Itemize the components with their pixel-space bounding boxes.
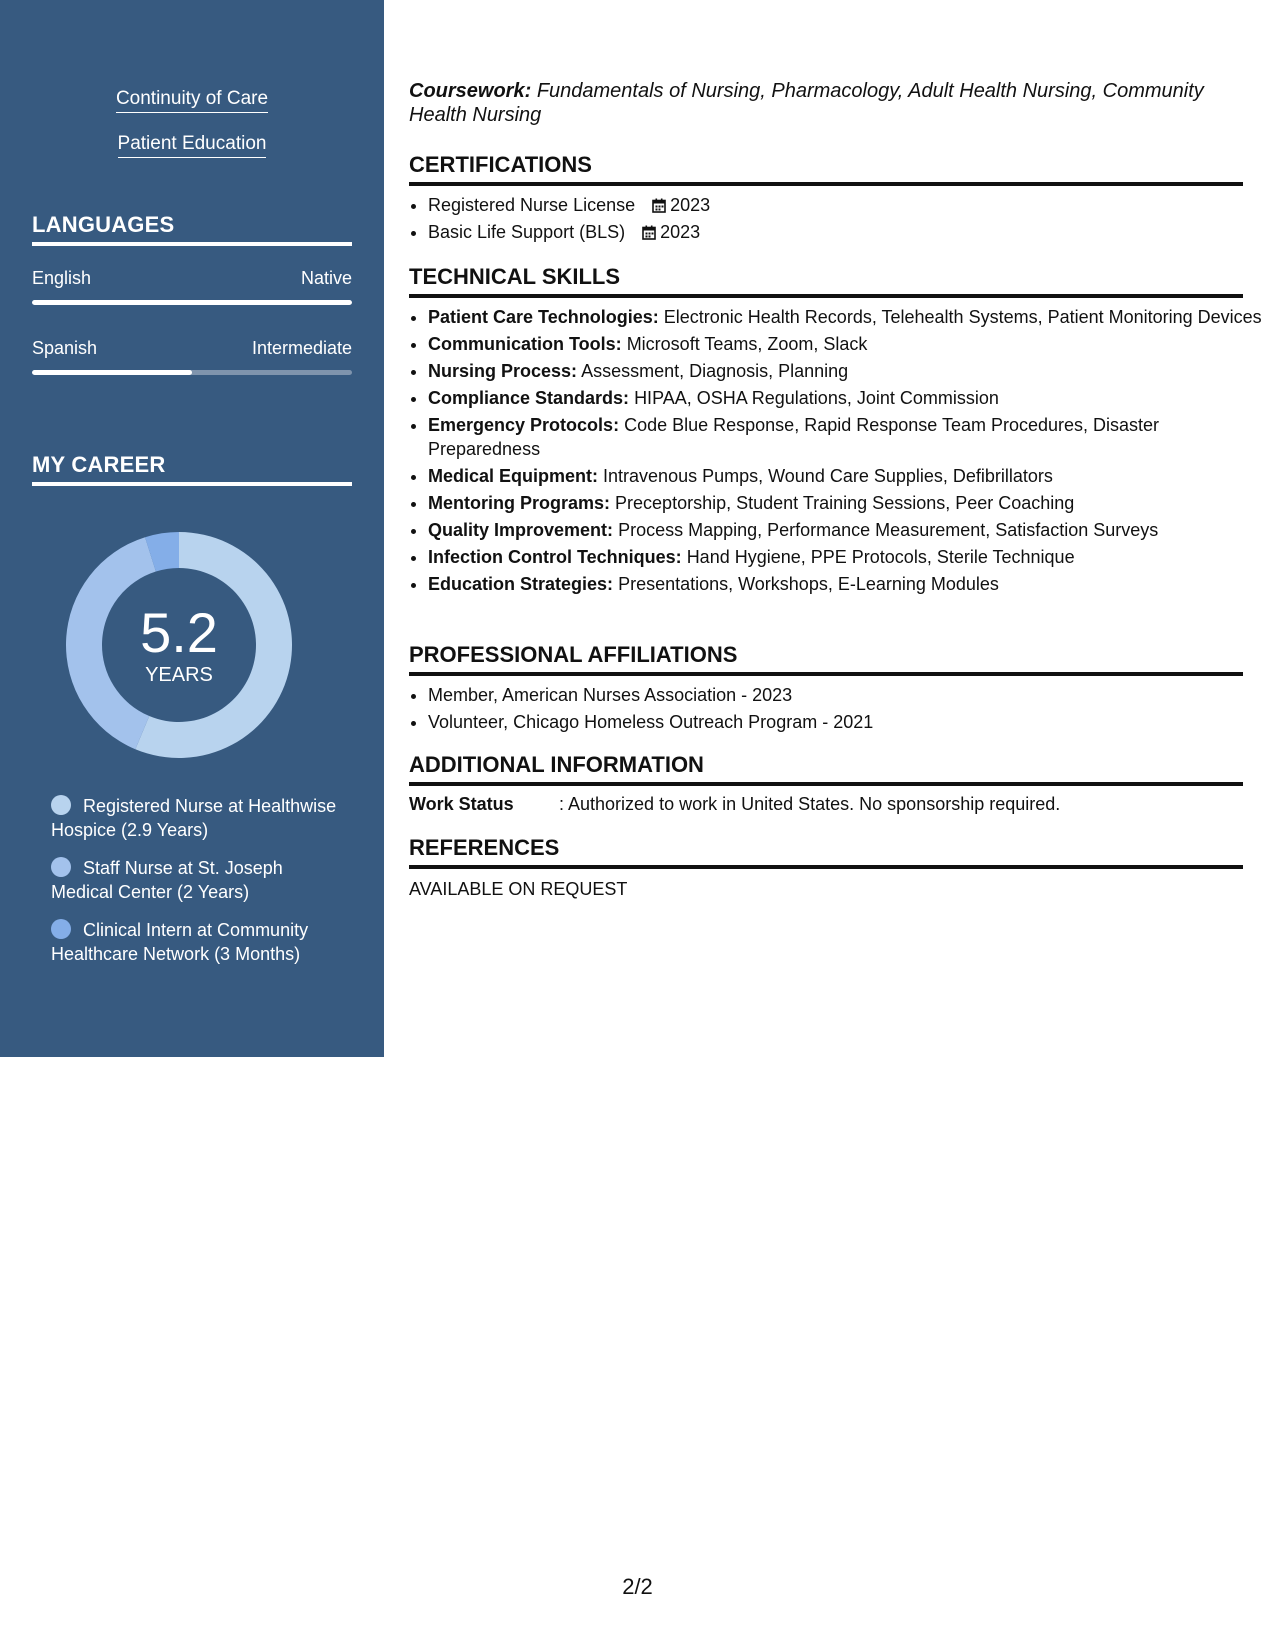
list-item — [428, 518, 1262, 542]
career-total-value: 5.2 — [140, 600, 218, 664]
language-level: Intermediate — [251, 338, 352, 358]
list-item — [428, 193, 1262, 217]
career-legend-label: Clinical Intern at Community Healthcare Network (3 Months) — [51, 920, 309, 964]
page-number: 2/2 — [622, 1574, 653, 1599]
career-heading: MY CAREER — [32, 452, 352, 486]
skill-items: Assessment, Diagnosis, Planning — [581, 361, 849, 381]
calendar-icon — [642, 225, 656, 240]
skill-category: Nursing Process: — [428, 361, 578, 381]
skill-items: Electronic Health Records, Telehealth Systems, Patient Monitoring Devices — [663, 307, 1262, 327]
skill-items: Hand Hygiene, PPE Protocols, Sterile Technique — [686, 547, 1075, 567]
language-row — [32, 268, 352, 289]
references-heading: REFERENCES — [409, 835, 1243, 869]
skill-items: Preceptorship, Student Training Sessions, Peer Coaching — [615, 493, 1075, 513]
skill-tag — [0, 88, 384, 113]
skill-items: Process Mapping, Performance Measurement, Satisfaction Surveys — [618, 520, 1159, 540]
skill-category: Infection Control Techniques: — [428, 547, 682, 567]
skill-category: Mentoring Programs: — [428, 493, 611, 513]
certification-name: Registered Nurse License — [428, 195, 636, 215]
additional-info-heading: ADDITIONAL INFORMATION — [409, 752, 1243, 786]
language-proficiency-bar — [32, 370, 352, 375]
work-status — [409, 792, 1243, 816]
career-total — [66, 532, 292, 758]
list-item — [428, 413, 1262, 461]
certifications-list — [409, 193, 1262, 247]
skill-tag-label: Patient Education — [118, 133, 267, 158]
skill-items: Microsoft Teams, Zoom, Slack — [626, 334, 868, 354]
certification-year: 2023 — [660, 222, 701, 242]
list-item — [428, 572, 1262, 596]
affiliations-heading: PROFESSIONAL AFFILIATIONS — [409, 642, 1243, 676]
skill-items: Intravenous Pumps, Wound Care Supplies, Defibrillators — [603, 466, 1053, 486]
skill-category: Patient Care Technologies: — [428, 307, 659, 327]
language-proficiency-fill — [32, 370, 192, 375]
list-item — [428, 359, 1262, 383]
career-legend-label: Registered Nurse at Healthwise Hospice (2.9 Years) — [51, 796, 337, 840]
skill-items: Presentations, Workshops, E-Learning Modules — [618, 574, 999, 594]
list-item — [428, 491, 1262, 515]
career-legend-item — [51, 918, 341, 966]
skill-category: Emergency Protocols: — [428, 415, 620, 435]
list-item — [428, 386, 1262, 410]
coursework — [409, 79, 1243, 127]
coursework-label: Coursework: — [409, 80, 532, 102]
career-legend-dot — [51, 857, 71, 877]
skill-category: Communication Tools: — [428, 334, 622, 354]
certifications-heading: CERTIFICATIONS — [409, 152, 1243, 186]
career-legend-item — [51, 794, 341, 842]
references-text: AVAILABLE ON REQUEST — [409, 879, 628, 899]
skill-tag — [0, 133, 384, 158]
career-total-unit: YEARS — [145, 663, 213, 686]
language-row — [32, 338, 352, 359]
skill-tag-label: Continuity of Care — [116, 88, 268, 113]
skill-items: HIPAA, OSHA Regulations, Joint Commission — [634, 388, 999, 408]
career-legend-item — [51, 856, 341, 904]
list-item — [428, 220, 1262, 244]
career-legend-dot — [51, 795, 71, 815]
skill-category: Education Strategies: — [428, 574, 614, 594]
list-item — [428, 305, 1262, 329]
list-item: • Volunteer, Chicago Homeless Outreach Program - 2021 — [428, 710, 1262, 734]
career-legend-dot — [51, 919, 71, 939]
list-item — [428, 464, 1262, 488]
skill-category: Medical Equipment: — [428, 466, 599, 486]
skill-items: Code Blue Response, Rapid Response Team Procedures, Disaster Preparedness — [428, 415, 1160, 459]
coursework-text: Fundamentals of Nursing, Pharmacology, Adult Health Nursing, Community Health Nursing — [409, 80, 1204, 126]
work-status-label: Work Status — [409, 794, 514, 814]
technical-skills-heading: TECHNICAL SKILLS — [409, 264, 1243, 298]
language-name: Spanish — [32, 338, 98, 358]
language-proficiency-fill — [32, 300, 352, 305]
career-legend-label: Staff Nurse at St. Joseph Medical Center (2 Years) — [51, 858, 283, 902]
skill-category: Compliance Standards: — [428, 388, 630, 408]
list-item — [428, 545, 1262, 569]
calendar-icon — [652, 198, 666, 213]
list-item — [428, 332, 1262, 356]
certification-name: Basic Life Support (BLS) — [428, 222, 626, 242]
list-item: • Member, American Nurses Association - 2023 — [428, 683, 1262, 707]
certification-year: 2023 — [670, 195, 711, 215]
language-proficiency-bar — [32, 300, 352, 305]
affiliations-list — [409, 683, 1262, 737]
sidebar — [0, 0, 384, 1057]
work-status-value: : Authorized to work in United States. No sponsorship required. — [559, 794, 1061, 814]
language-level: Native — [300, 268, 352, 288]
technical-skills-list — [409, 305, 1262, 599]
skill-category: Quality Improvement: — [428, 520, 614, 540]
language-name: English — [32, 268, 92, 288]
languages-heading: LANGUAGES — [32, 212, 352, 246]
